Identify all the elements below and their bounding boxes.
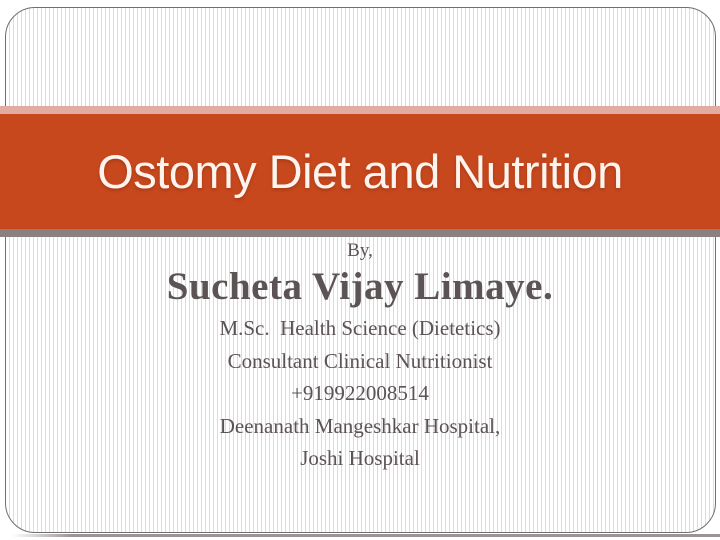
credential-hospital-1: Deenanath Mangeshkar Hospital, bbox=[219, 413, 501, 438]
byline: By, bbox=[347, 240, 373, 261]
credential-hospital-2: Joshi Hospital bbox=[300, 446, 420, 470]
credential-phone: +919922008514 bbox=[291, 381, 429, 405]
title-banner bbox=[0, 106, 720, 237]
slide-title: Ostomy Diet and Nutrition bbox=[97, 145, 623, 198]
banner-top-salmon-strip bbox=[0, 106, 720, 114]
subtitle-block bbox=[0, 239, 720, 475]
credential-degree: M.Sc. Health Science (Dietetics) bbox=[219, 316, 501, 340]
credential-role: Consultant Clinical Nutritionist bbox=[227, 348, 493, 373]
banner-orange-band bbox=[0, 114, 720, 229]
banner-gray-shadow-strip bbox=[0, 229, 720, 237]
card-bottom-shadow-line bbox=[12, 534, 720, 537]
author-name: Sucheta Vijay Limaye. bbox=[166, 265, 554, 308]
